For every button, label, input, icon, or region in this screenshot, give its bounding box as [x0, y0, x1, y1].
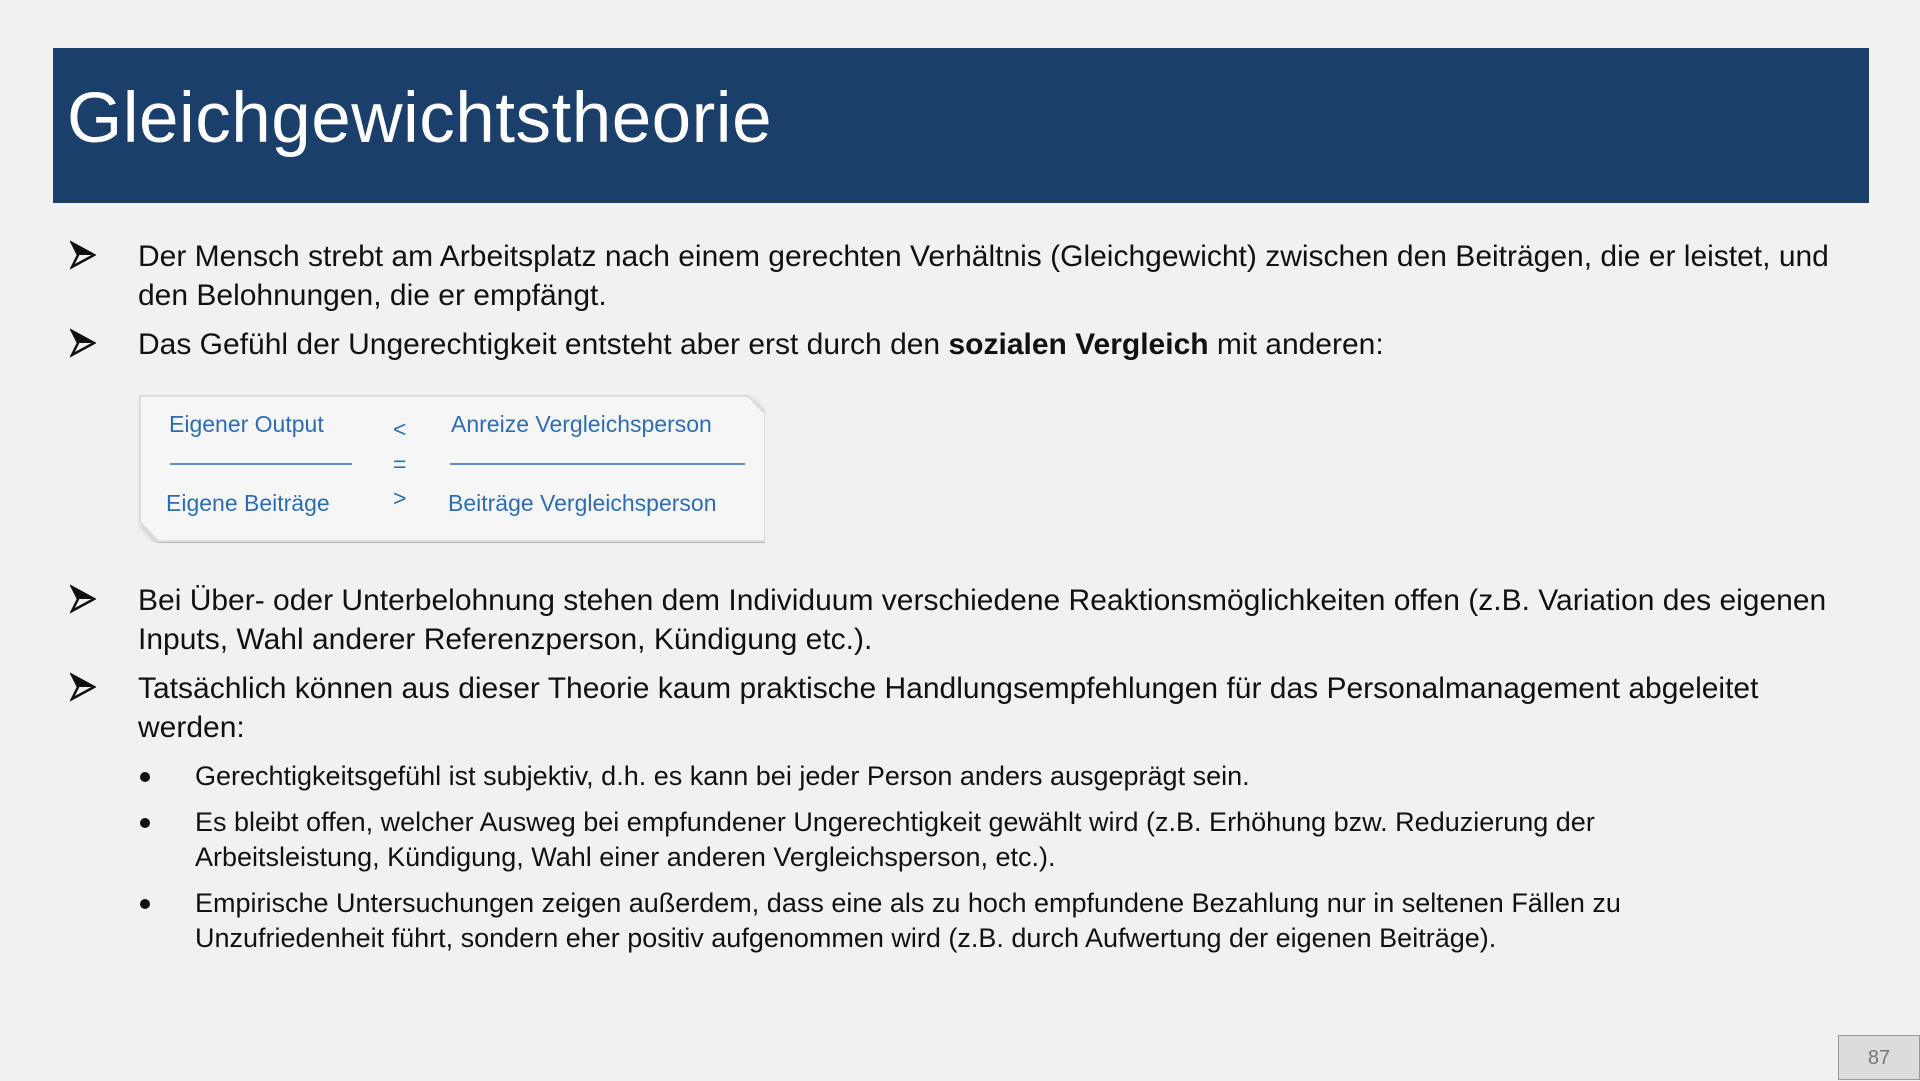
bullet-text: Bei Über- oder Unterbelohnung stehen dem Individuum verschiedene Reaktionsmöglichkeiten offen (z.B. Variation des eigenen Inputs, Wahl anderer Referenzperson, Kündigung etc.).: [138, 584, 1827, 656]
bullet-text: Tatsächlich können aus dieser Theorie kaum praktische Handlungsempfehlungen für das Personalmanagement abgeleitet werden:: [138, 672, 1759, 744]
formula-left-denominator: Eigene Beiträge: [166, 490, 330, 516]
equity-formula-box: [138, 394, 765, 543]
sub-bullet-text: Gerechtigkeitsgefühl ist subjektiv, d.h. es kann bei jeder Person anders ausgeprägt sein.: [195, 761, 1250, 791]
formula-left-numerator: Eigener Output: [169, 411, 324, 437]
formula-right-denominator: Beiträge Vergleichsperson: [448, 490, 717, 516]
arrow-bullet-icon: [70, 669, 96, 705]
bullet-item: [70, 581, 1860, 659]
formula-operator-equal: =: [393, 451, 407, 477]
sub-bullet-text: Empirische Untersuchungen zeigen außerdem, dass eine als zu hoch empfundene Bezahlung nur in seltenen Fällen zu Unzufriedenheit führt, sondern eher positiv aufgenommen wird (z.B. durch Aufwertung der eigenen Beiträge).: [195, 888, 1621, 953]
formula-right-numerator: Anreize Vergleichsperson: [451, 411, 712, 437]
bullet-text-normal: mit anderen:: [1208, 328, 1384, 361]
bullet-text-normal: Das Gefühl der Ungerechtigkeit entsteht aber erst durch den: [138, 328, 949, 361]
bullet-item: [70, 237, 1860, 315]
bullet-item: [70, 669, 1860, 747]
arrow-bullet-icon: [70, 581, 96, 617]
dot-bullet-icon: [140, 899, 150, 909]
slide-title-bar: [53, 48, 1869, 203]
arrow-bullet-icon: [70, 325, 96, 361]
slide-title: Gleichgewichtstheorie: [67, 79, 773, 158]
formula-operator-less: <: [393, 416, 407, 442]
sub-bullet-item: [140, 759, 1740, 794]
dot-bullet-icon: [140, 818, 150, 828]
arrow-bullet-icon: [70, 237, 96, 273]
page-number: 87: [1838, 1035, 1920, 1080]
sub-bullet-text: Es bleibt offen, welcher Ausweg bei empfundener Ungerechtigkeit gewählt wird (z.B. Erhöhung bzw. Reduzierung der Arbeitsleistung, Kündigung, Wahl einer anderen Vergleichsperson, etc.).: [195, 807, 1595, 872]
sub-bullet-item: [140, 805, 1740, 875]
bullet-text-bold: sozialen Vergleich: [948, 328, 1209, 361]
sub-bullet-item: [140, 886, 1740, 956]
dot-bullet-icon: [140, 772, 150, 782]
bullet-text: [138, 325, 1860, 364]
bullet-text: Der Mensch strebt am Arbeitsplatz nach einem gerechten Verhältnis (Gleichgewicht) zwischen den Beiträgen, die er leistet, und den Belohnungen, die er empfängt.: [138, 240, 1829, 312]
formula-operator-greater: >: [393, 485, 407, 511]
bullet-item: [70, 325, 1860, 364]
